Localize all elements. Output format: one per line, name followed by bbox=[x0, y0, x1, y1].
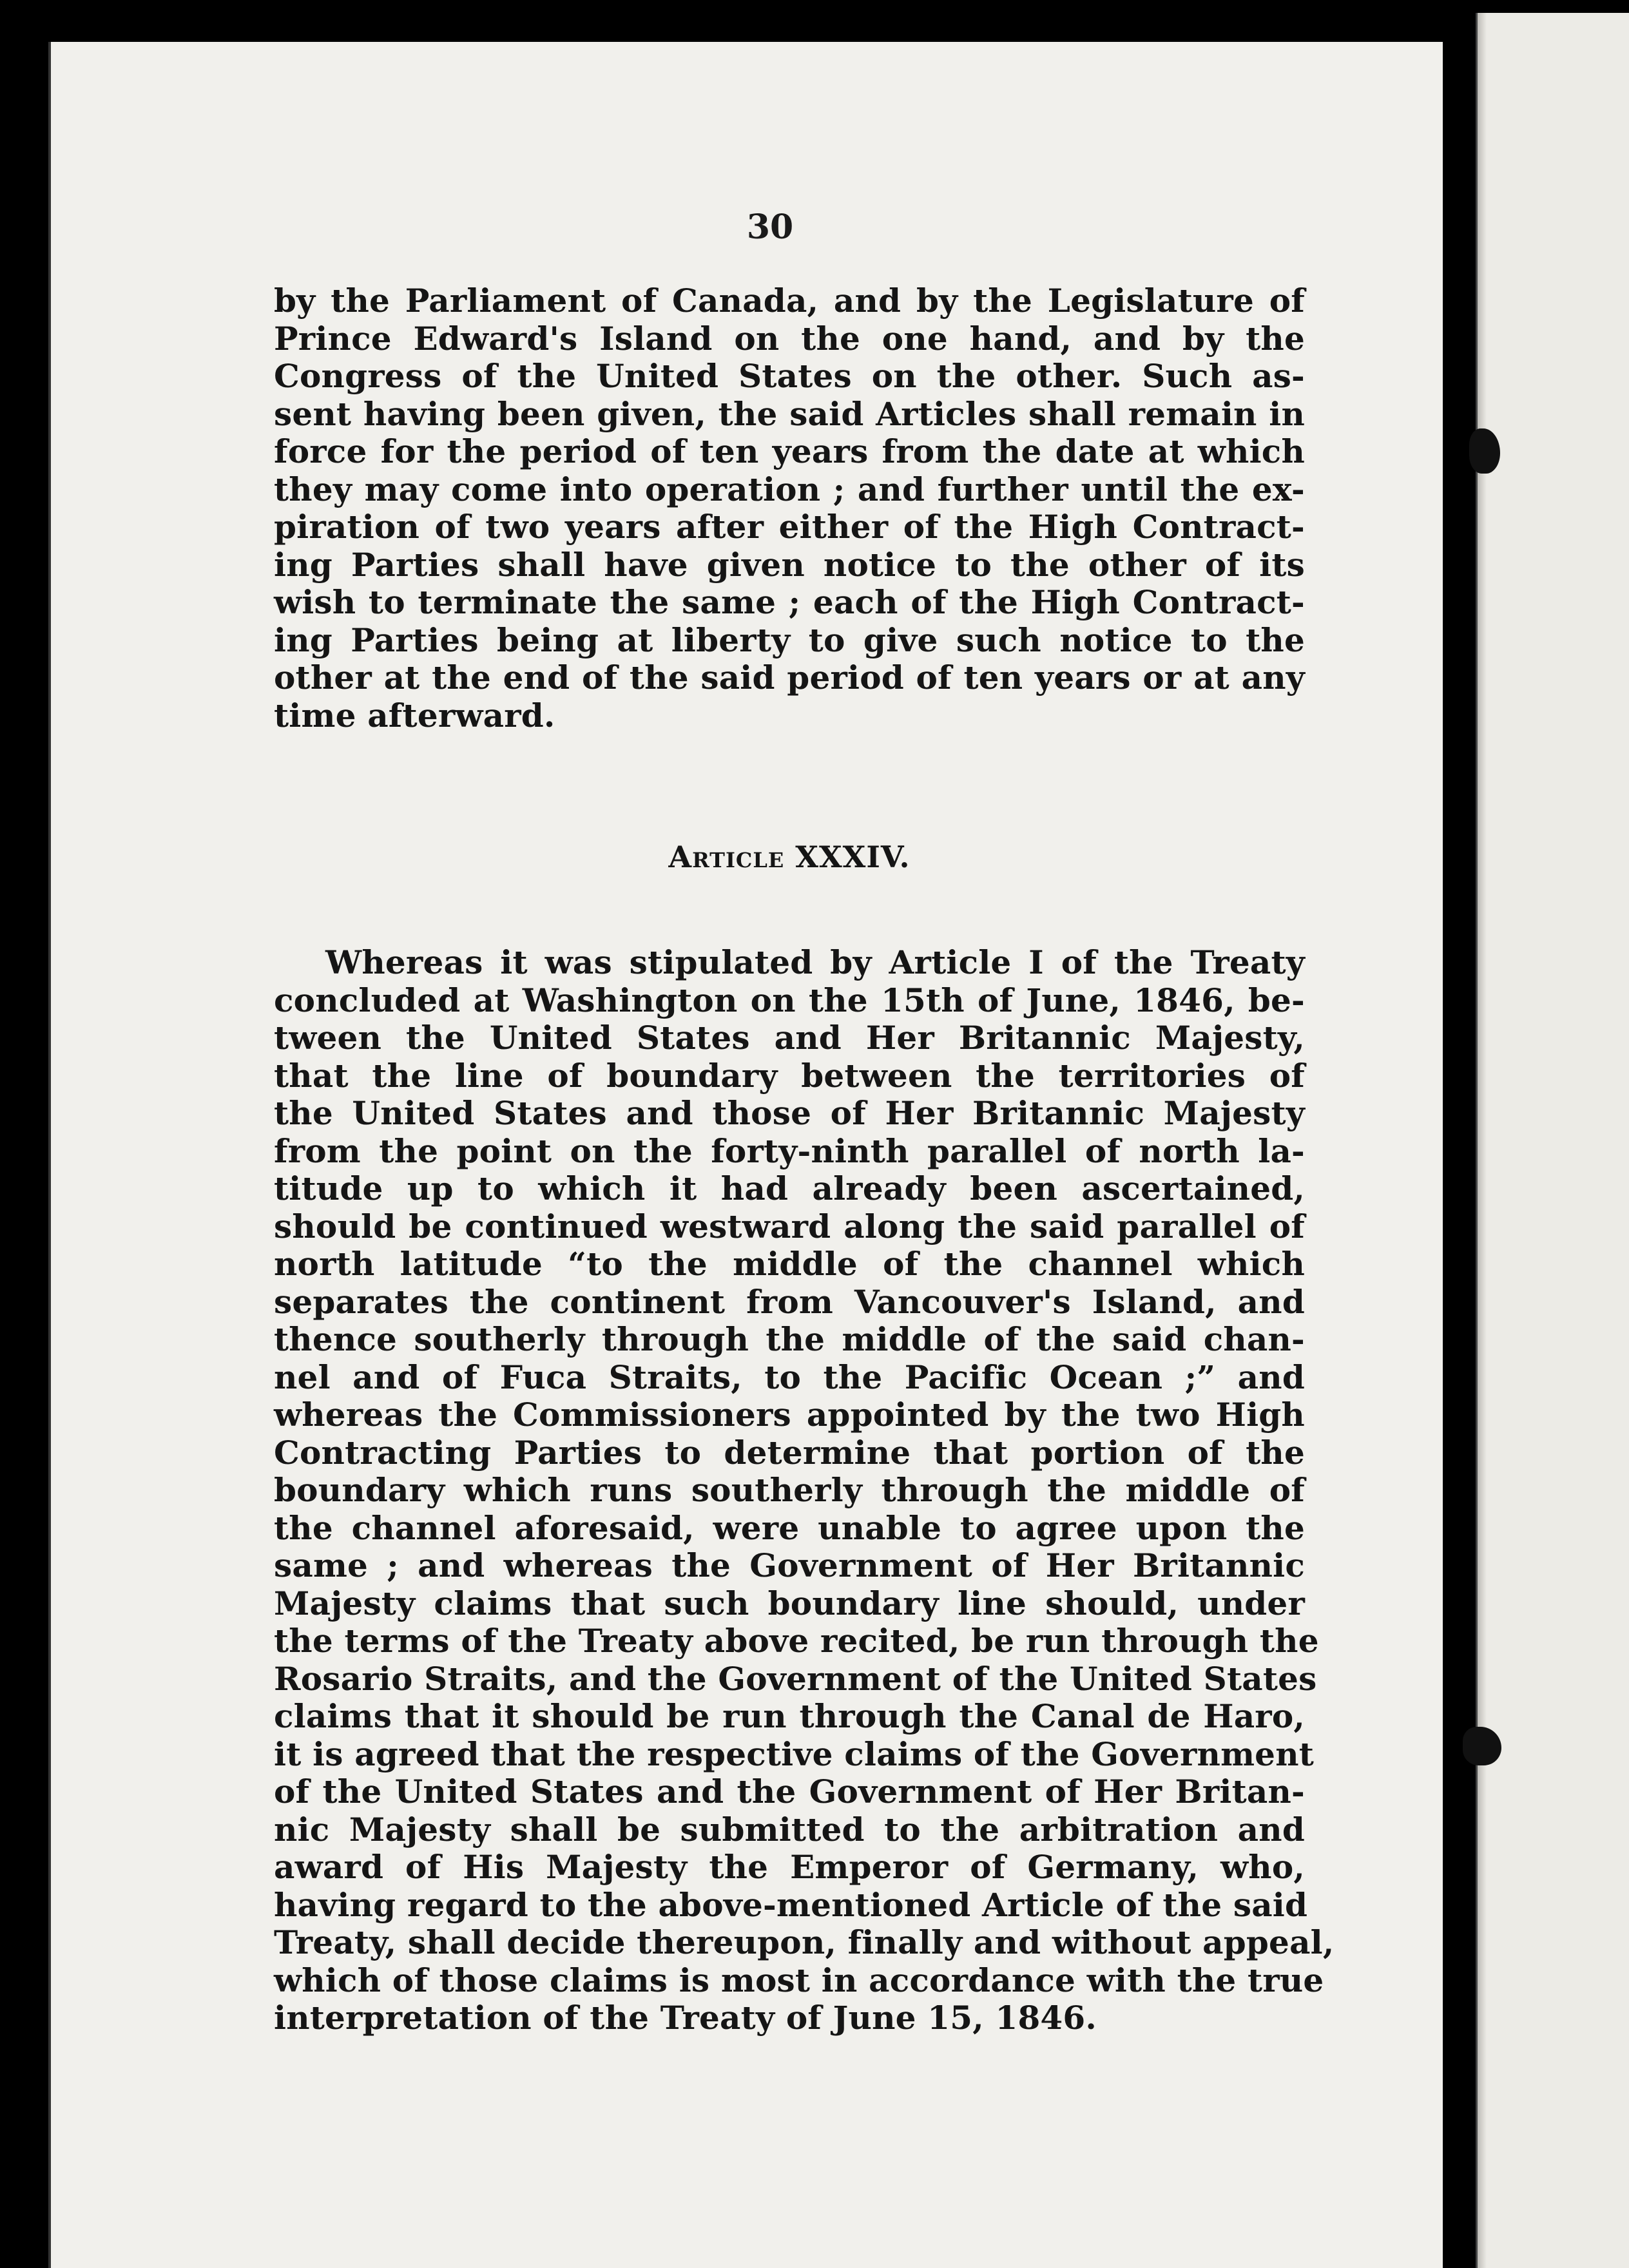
text-line: by the Parliament of Canada, and by the Legislature of bbox=[274, 282, 1305, 320]
text-line: thence southerly through the middle of the said chan- bbox=[274, 1320, 1305, 1358]
text-line: having regard to the above-mentioned Article of the said bbox=[274, 1885, 1308, 1924]
page-number: 30 bbox=[746, 207, 794, 247]
text-line: Majesty claims that such boundary line should, under bbox=[274, 1584, 1305, 1622]
facing-page-edge bbox=[1476, 13, 1629, 2268]
text-line: nel and of Fuca Straits, to the Pacific Ocean ;” and bbox=[274, 1358, 1305, 1396]
text-line: should be continued westward along the said parallel of bbox=[274, 1207, 1305, 1245]
text-line: sent having been given, the said Articles shall remain in bbox=[274, 394, 1305, 433]
text-line: other at the end of the said period of ten years or at any bbox=[274, 658, 1305, 697]
text-line: Prince Edward's Island on the one hand, and by the bbox=[274, 319, 1305, 358]
text-line: of the United States and the Government of Her Britan- bbox=[274, 1773, 1305, 1811]
text-line: ing Parties being at liberty to give such notice to the bbox=[274, 620, 1305, 659]
scan-artifact bbox=[1030, 42, 1056, 74]
text-line: that the line of boundary between the territories of bbox=[274, 1056, 1305, 1095]
text-line: concluded at Washington on the 15th of June, 1846, be- bbox=[274, 981, 1305, 1019]
text-line: force for the period of ten years from the date at which bbox=[274, 432, 1305, 470]
text-line: Whereas it was stipulated by Article I of the Treaty bbox=[325, 943, 1305, 981]
text-line: north latitude “to the middle of the channel which bbox=[274, 1245, 1305, 1283]
text-line: Treaty, shall decide thereupon, finally and without appeal, bbox=[274, 1923, 1335, 1961]
text-line: separates the continent from Vancouver's Island, and bbox=[274, 1282, 1305, 1321]
text-line: piration of two years after either of the High Contract- bbox=[274, 508, 1305, 546]
text-line: Contracting Parties to determine that portion of the bbox=[274, 1433, 1305, 1472]
text-line: from the point on the forty-ninth parallel of north la- bbox=[274, 1131, 1305, 1170]
article-body-paragraph bbox=[274, 943, 1335, 2037]
text-line: Congress of the United States on the other. Such as- bbox=[274, 357, 1305, 395]
text-line: claims that it should be run through the Canal de Haro, bbox=[274, 1697, 1305, 1735]
text-line: boundary which runs southerly through the middle of bbox=[274, 1471, 1305, 1509]
text-line: whereas the Commissioners appointed by the two High bbox=[274, 1396, 1305, 1434]
text-line: the channel aforesaid, were unable to agree upon the bbox=[274, 1508, 1305, 1547]
text-line: they may come into operation ; and further until the ex- bbox=[274, 470, 1305, 508]
text-line: it is agreed that the respective claims of the Government bbox=[274, 1735, 1315, 1773]
text-line: which of those claims is most in accordance with the true bbox=[274, 1961, 1324, 1999]
article-heading: Article XXXIV. bbox=[668, 840, 911, 874]
text-line: nic Majesty shall be submitted to the arbitration and bbox=[274, 1810, 1305, 1849]
page-gutter-shadow bbox=[1478, 13, 1487, 2268]
text-line: wish to terminate the same ; each of the High Contract- bbox=[274, 583, 1305, 621]
text-line: time afterward. bbox=[274, 696, 555, 735]
text-line: award of His Majesty the Emperor of Germany, who, bbox=[274, 1848, 1305, 1886]
paragraph-continuation bbox=[274, 282, 1305, 735]
text-line: Rosario Straits, and the Government of the United States bbox=[274, 1659, 1317, 1698]
text-line: titude up to which it had already been ascertained, bbox=[274, 1169, 1305, 1207]
text-line: tween the United States and Her Britannic Majesty, bbox=[274, 1019, 1305, 1057]
text-line: the United States and those of Her Britannic Majesty bbox=[274, 1094, 1305, 1132]
text-line: the terms of the Treaty above recited, be run through the bbox=[274, 1622, 1319, 1660]
text-line: same ; and whereas the Government of Her Britannic bbox=[274, 1546, 1305, 1584]
text-line: ing Parties shall have given notice to the other of its bbox=[274, 545, 1305, 584]
text-line: interpretation of the Treaty of June 15, 1846. bbox=[274, 1999, 1097, 2037]
